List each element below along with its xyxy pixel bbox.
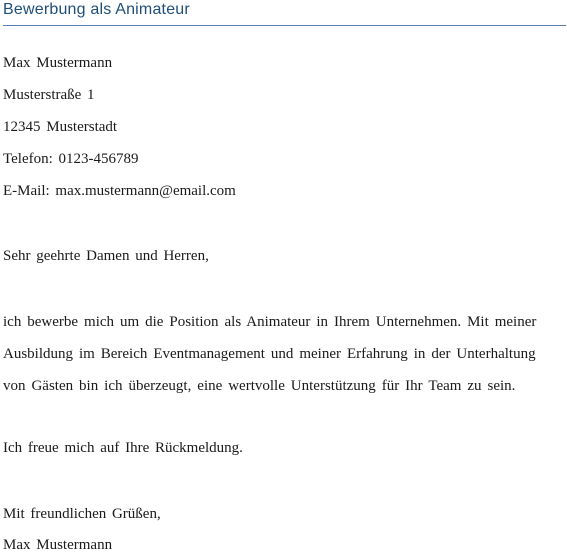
body-paragraph (3, 312, 563, 408)
signature-name: Max Mustermann (3, 537, 113, 553)
closing-sentence: Ich freue mich auf Ihre Rückmeldung. (3, 440, 243, 456)
sender-phone: Telefon: 0123-456789 (3, 151, 139, 167)
sender-email: E-Mail: max.mustermann@email.com (3, 183, 236, 199)
closing-greeting: Mit freundlichen Grüßen, (3, 506, 161, 522)
salutation: Sehr geehrte Damen und Herren, (3, 248, 209, 264)
body-line: ich bewerbe mich um die Position als Animateur in Ihrem Unternehmen. Mit meiner (3, 314, 537, 330)
sender-city: 12345 Musterstadt (3, 119, 118, 135)
body-line: von Gästen bin ich überzeugt, eine wertvolle Unterstützung für Ihr Team zu sein. (3, 378, 516, 394)
title-underline (3, 25, 566, 26)
sender-street: Musterstraße 1 (3, 87, 95, 103)
document-title: Bewerbung als Animateur (3, 1, 190, 18)
sender-name: Max Mustermann (3, 55, 113, 71)
body-line: Ausbildung im Bereich Eventmanagement und meiner Erfahrung in der Unterhaltung (3, 346, 536, 362)
